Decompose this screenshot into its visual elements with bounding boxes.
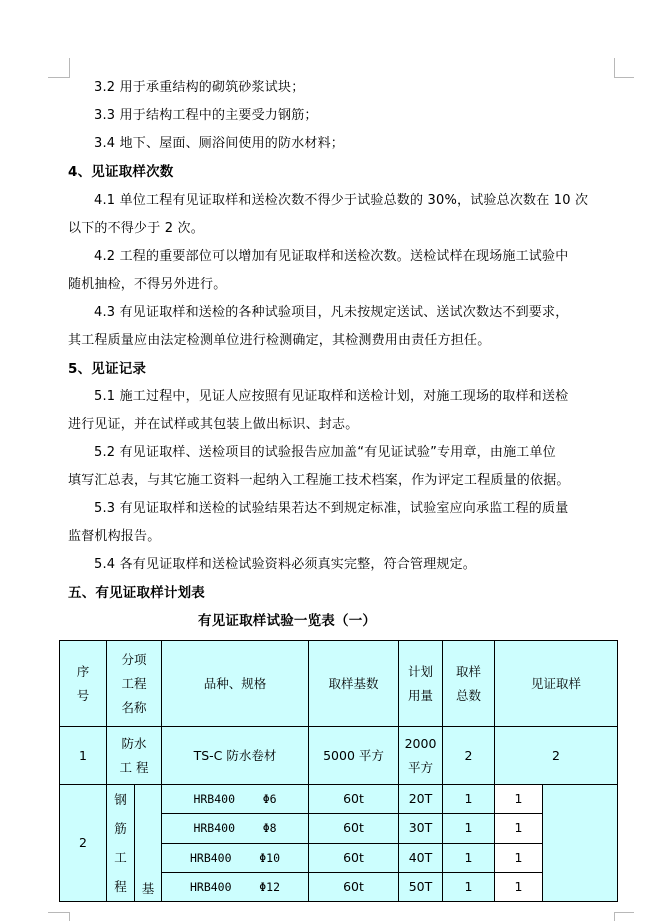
row2-blank-cell bbox=[543, 785, 618, 902]
para-5-2-line-1: 5.2 有见证取样、送检项目的试验报告应加盖“有见证试验”专用章，由施工单位 bbox=[94, 445, 556, 460]
header-plan: 计划 用量 bbox=[399, 641, 443, 727]
header-seq: 序 号 bbox=[60, 641, 107, 727]
crop-mark-top-left bbox=[48, 58, 70, 78]
item-3-2: 3.2 用于承重结构的砌筑砂浆试块； bbox=[94, 80, 305, 95]
row4-base: 60t bbox=[309, 843, 399, 872]
row2-base: 60t bbox=[309, 785, 399, 814]
row2-seq: 2 bbox=[60, 785, 107, 902]
para-5-4: 5.4 各有见证取样和送检试验资料必须真实完整，符合管理规定。 bbox=[94, 557, 477, 572]
row5-total: 1 bbox=[443, 872, 495, 901]
header-subproject: 分项 工程 名称 bbox=[107, 641, 162, 727]
row1-variety: TS-C 防水卷材 bbox=[162, 727, 309, 785]
header-variety: 品种、规格 bbox=[162, 641, 309, 727]
heading-section-5: 五、有见证取样计划表 bbox=[68, 585, 205, 601]
table-row bbox=[60, 785, 618, 814]
heading-4: 4、见证取样次数 bbox=[68, 164, 174, 180]
row5-spec: HRB400 Φ12 bbox=[162, 872, 309, 901]
row1-witness: 2 bbox=[495, 727, 618, 785]
item-3-3: 3.3 用于结构工程中的主要受力钢筋； bbox=[94, 108, 318, 123]
row3-total: 1 bbox=[443, 814, 495, 843]
item-3-4: 3.4 地下、屋面、厕浴间使用的防水材料； bbox=[94, 136, 345, 151]
row1-seq: 1 bbox=[60, 727, 107, 785]
witness-sampling-table bbox=[59, 640, 618, 902]
para-5-2-line-2: 填写汇总表，与其它施工资料一起纳入工程施工技术档案，作为评定工程质量的依据。 bbox=[68, 473, 570, 488]
row4-witness: 1 bbox=[495, 843, 543, 872]
header-base: 取样基数 bbox=[309, 641, 399, 727]
row1-subproject: 防水 工 程 bbox=[107, 727, 162, 785]
para-4-2-line-2: 随机抽检，不得另外进行。 bbox=[68, 277, 227, 292]
crop-mark-bottom-right bbox=[614, 912, 634, 921]
row2-plan: 20T bbox=[399, 785, 443, 814]
row4-plan: 40T bbox=[399, 843, 443, 872]
row2-subproject-2: 基 bbox=[135, 785, 162, 902]
row2-spec: HRB400 Φ6 bbox=[162, 785, 309, 814]
row3-plan: 30T bbox=[399, 814, 443, 843]
para-5-1-line-1: 5.1 施工过程中，见证人应按照有见证取样和送检计划，对施工现场的取样和送检 bbox=[94, 389, 569, 404]
row4-spec: HRB400 Φ10 bbox=[162, 843, 309, 872]
para-4-1-line-1: 4.1 单位工程有见证取样和送检次数不得少于试验总数的 30%，试验总次数在 10 次 bbox=[94, 193, 589, 208]
para-5-3-line-2: 监督机构报告。 bbox=[68, 529, 161, 544]
row5-base: 60t bbox=[309, 872, 399, 901]
row3-spec: HRB400 Φ8 bbox=[162, 814, 309, 843]
row3-base: 60t bbox=[309, 814, 399, 843]
header-witness: 见证取样 bbox=[495, 641, 618, 727]
table-header-row bbox=[60, 641, 618, 727]
para-4-3-line-1: 4.3 有见证取样和送检的各种试验项目，凡未按规定送试、送试次数达不到要求， bbox=[94, 305, 569, 320]
row5-plan: 50T bbox=[399, 872, 443, 901]
row1-plan: 2000 平方 bbox=[399, 727, 443, 785]
crop-mark-bottom-left bbox=[48, 912, 70, 921]
para-5-3-line-1: 5.3 有见证取样和送检的试验结果若达不到规定标准，试验室应向承监工程的质量 bbox=[94, 501, 569, 516]
table-row bbox=[60, 727, 618, 785]
row1-base: 5000 平方 bbox=[309, 727, 399, 785]
row3-witness: 1 bbox=[495, 814, 543, 843]
row2-subproject: 钢 筋 工 程 bbox=[107, 785, 135, 902]
row5-witness: 1 bbox=[495, 872, 543, 901]
para-4-1-line-2: 以下的不得少于 2 次。 bbox=[68, 221, 204, 236]
para-5-1-line-2: 进行见证，并在试样或其包装上做出标识、封志。 bbox=[68, 417, 359, 432]
heading-5: 5、见证记录 bbox=[68, 361, 147, 377]
table-caption: 有见证取样试验一览表（一） bbox=[198, 613, 377, 629]
row4-total: 1 bbox=[443, 843, 495, 872]
row2-witness: 1 bbox=[495, 785, 543, 814]
para-4-2-line-1: 4.2 工程的重要部位可以增加有见证取样和送检次数。送检试样在现场施工试验中 bbox=[94, 249, 569, 264]
crop-mark-top-right bbox=[614, 58, 634, 78]
header-total: 取样 总数 bbox=[443, 641, 495, 727]
para-4-3-line-2: 其工程质量应由法定检测单位进行检测确定，其检测费用由责任方担任。 bbox=[68, 333, 491, 348]
row2-total: 1 bbox=[443, 785, 495, 814]
row1-total: 2 bbox=[443, 727, 495, 785]
